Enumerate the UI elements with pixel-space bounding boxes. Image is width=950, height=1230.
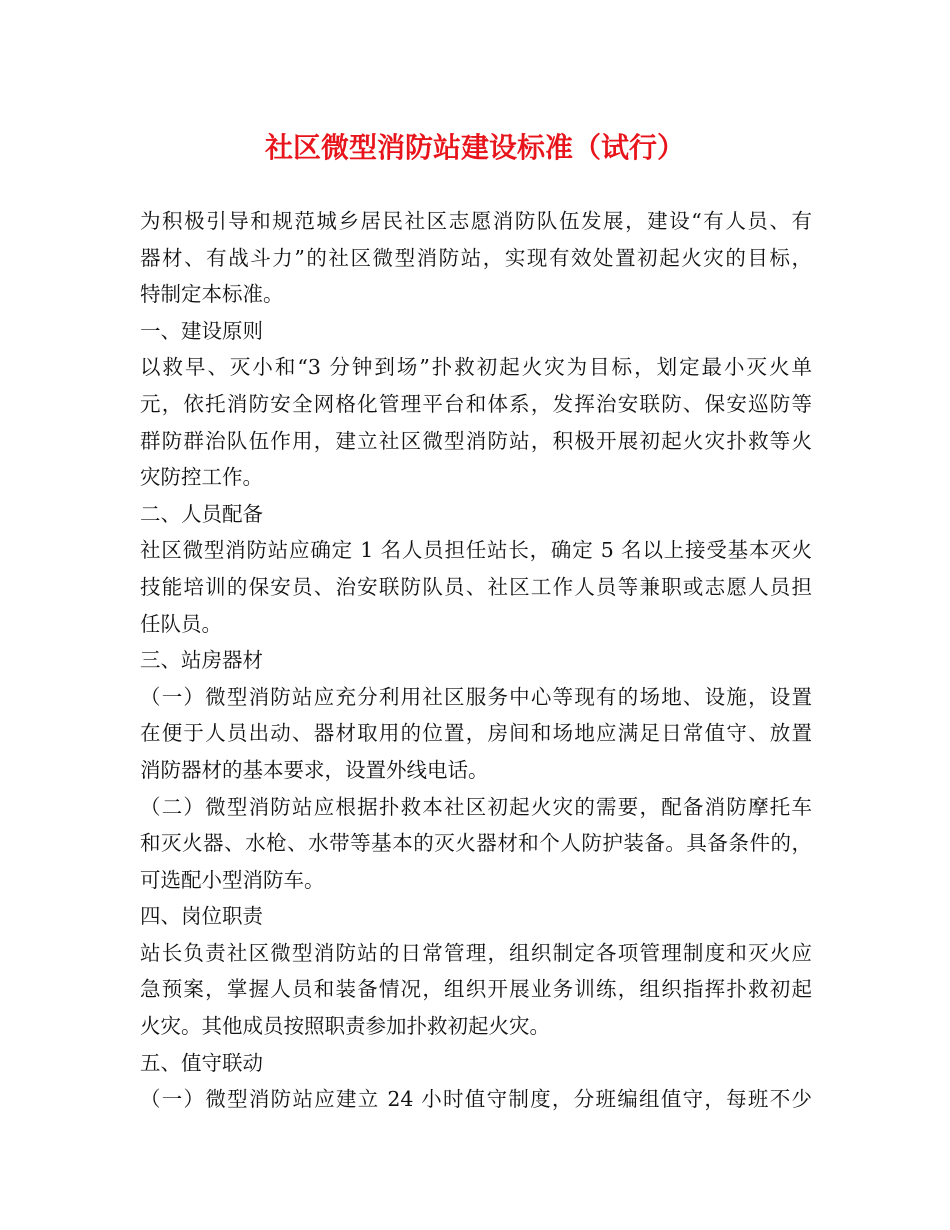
- paragraph-line: （二）微型消防站应根据扑救本社区初起火灾的需要，配备消防摩托车: [140, 794, 812, 819]
- paragraph-line: 社区微型消防站应确定 1 名人员担任站长，确定 5 名以上接受基本灭火: [140, 538, 812, 563]
- document-body: [140, 203, 820, 1118]
- section-heading: 一、建设原则: [140, 318, 263, 343]
- paragraph-line: 可选配小型消防车。: [140, 867, 325, 892]
- paragraph-line: 急预案，掌握人员和装备情况，组织开展业务训练，组织指挥扑救初起: [140, 977, 812, 1002]
- document-title: 社区微型消防站建设标准（试行）: [264, 131, 685, 164]
- paragraph-line: 和灭火器、水枪、水带等基本的灭火器材和个人防护装备。具备条件的，: [140, 831, 812, 856]
- paragraph-line: 元，依托消防安全网格化管理平台和体系，发挥治安联防、保安巡防等: [140, 391, 812, 416]
- paragraph-line: 器材、有战斗力”的社区微型消防站，实现有效处置初起火灾的目标，: [140, 245, 812, 270]
- paragraph-line: 以救早、灭小和“3 分钟到场”扑救初起火灾为目标，划定最小灭火单: [140, 355, 812, 380]
- section-heading: 三、站房器材: [140, 648, 263, 673]
- paragraph-line: 灾防控工作。: [140, 465, 263, 490]
- paragraph-line: 特制定本标准。: [140, 282, 284, 307]
- paragraph-line: 站长负责社区微型消防站的日常管理，组织制定各项管理制度和灭火应: [140, 940, 812, 965]
- paragraph-line: （一）微型消防站应建立 24 小时值守制度，分班编组值守，每班不少: [140, 1087, 812, 1112]
- paragraph-line: 消防器材的基本要求，设置外线电话。: [140, 757, 489, 782]
- section-heading: 二、人员配备: [140, 501, 263, 526]
- section-heading: 五、值守联动: [140, 1050, 263, 1075]
- paragraph-line: 为积极引导和规范城乡居民社区志愿消防队伍发展，建设“有人员、有: [140, 209, 812, 233]
- section-heading: 四、岗位职责: [140, 904, 263, 929]
- paragraph-line: 在便于人员出动、器材取用的位置，房间和场地应满足日常值守、放置: [140, 721, 812, 746]
- paragraph-line: 任队员。: [140, 611, 222, 636]
- paragraph-line: 技能培训的保安员、治安联防队员、社区工作人员等兼职或志愿人员担: [140, 574, 812, 599]
- paragraph-line: 火灾。其他成员按照职责参加扑救初起火灾。: [140, 1014, 550, 1039]
- paragraph-line: （一）微型消防站应充分利用社区服务中心等现有的场地、设施，设置: [140, 684, 812, 709]
- paragraph-line: 群防群治队伍作用，建立社区微型消防站，积极开展初起火灾扑救等火: [140, 428, 812, 453]
